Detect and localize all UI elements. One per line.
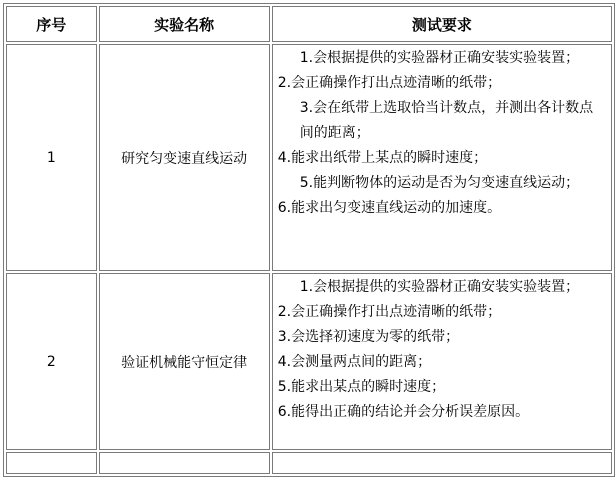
empty-cell — [99, 452, 270, 474]
table-row — [6, 273, 612, 450]
header-no: 序号 — [6, 6, 97, 42]
requirement-item: 2.会正确操作打出点迹清晰的纸带； — [277, 304, 502, 320]
experiment-name: 验证机械能守恒定律 — [99, 273, 270, 450]
header-name: 实验名称 — [99, 6, 270, 42]
experiment-table — [3, 3, 615, 477]
row-number: 1 — [6, 44, 97, 271]
table-row — [6, 44, 612, 271]
empty-cell — [6, 452, 97, 474]
row-number: 2 — [6, 273, 97, 450]
requirement-item: 3.会选择初速度为零的纸带； — [277, 329, 460, 345]
table-row-partial — [6, 452, 612, 474]
requirement-item: 5.能求出某点的瞬时速度； — [277, 379, 446, 395]
requirements-cell — [272, 44, 612, 271]
requirement-item: 4.能求出纸带上某点的瞬时速度； — [277, 150, 488, 166]
empty-cell — [272, 452, 612, 474]
requirement-item: 5.能判断物体的运动是否为匀变速直线运动； — [299, 175, 580, 191]
requirement-item: 1.会根据提供的实验器材正确安装实验装置； — [299, 279, 580, 295]
requirement-item: 3.会在纸带上选取恰当计数点，并测出各计数点间的距离； — [299, 100, 594, 141]
requirement-item: 6.能得出正确的结论并会分析误差原因。 — [277, 404, 530, 420]
header-requirements: 测试要求 — [272, 6, 612, 42]
requirements-cell — [272, 273, 612, 450]
requirement-item: 6.能求出匀变速直线运动的加速度。 — [277, 200, 502, 216]
requirement-item: 1.会根据提供的实验器材正确安装实验装置； — [299, 50, 580, 66]
requirement-item: 4.会测量两点间的距离； — [277, 354, 432, 370]
header-row — [6, 6, 612, 42]
experiment-name: 研究匀变速直线运动 — [99, 44, 270, 271]
requirement-item: 2.会正确操作打出点迹清晰的纸带； — [277, 75, 502, 91]
